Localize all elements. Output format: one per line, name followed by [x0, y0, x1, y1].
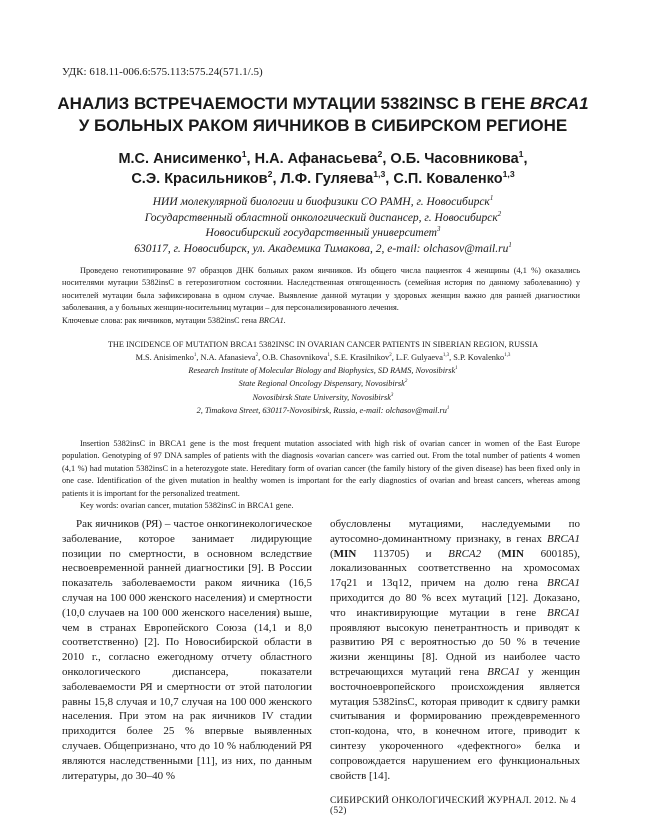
- affiliation-address: 630117, г. Новосибирск, ул. Академика Тимакова, 2, e-mail: olchasov@mail.ru: [134, 242, 509, 255]
- english-authors: M.S. Anisimenko$^1$, N.A. Afanasieva$^2$, O.B. Chasovnikova$^1$, S.E. Krasilnikov$^2$, L.F. Gulyaeva$^{1,3}$, S.P. Kovalenko$^{1,3}$: [135, 353, 511, 362]
- keywords-en: Key words: ovarian cancer, mutation 5382insC in BRCA1 gene.: [80, 501, 294, 511]
- journal-footer: СИБИРСКИЙ ОНКОЛОГИЧЕСКИЙ ЖУРНАЛ. 2012. № 4 (52): [330, 796, 576, 816]
- affiliations: НИИ молекулярной биологии и биофизики СО РАМН, г. Новосибирск$^1$ Государственный областной онкологический диспансер, г. Новосибирск$^2$ Новосибирский государственный университет$^3$ 630117, г. Новосибирск, ул. Академика Тимакова, 2, e-mail: $olchasov@mail.ru^1$: [134, 195, 512, 255]
- author-5: Л.Ф. Гуляева: [280, 171, 374, 187]
- title-line2: У БОЛЬНЫХ РАКОМ ЯИЧНИКОВ В СИБИРСКОМ РЕГИОНЕ: [78, 116, 568, 135]
- body-right-text: обусловлены мутациями, наследуемыми по аутосомно-доминантному признаку, в генах BRCA1 (MIN 113705) и BRCA2 (MIN 600185), локализованных соответственно на хромосомах 17q21 и 13q12, причем на долю гена BRCA1 приходится до 80 % всех мутаций [12]. Доказано, что инактивирующие мутации в гене BRCA1 проявляют высокую пенетрантность и приводят к развитию РЯ с вероятностью до 50 % в течение жизни женщины [8]. Одной из наиболее часто встречающихся мутаций гена BRCA1 у женщин восточноевропейского происхождения является мутация 5382insC, которая приводит к сдвигу рамки считывания и формированию преждевременного стоп-кодона, что, в конечном итоге, приводит к синтезу укороченного «дефектного» белка и сопровождается нарушением его функциональных свойств [14].: [330, 518, 581, 782]
- article-title: [40, 93, 606, 137]
- author-2: Н.А. Афанасьева: [254, 151, 378, 167]
- affiliation-3: Новосибирский государственный университет: [205, 227, 437, 239]
- affiliation-1: НИИ молекулярной биологии и биофизики СО РАМН, г. Новосибирск: [152, 196, 490, 208]
- body-column-left: [62, 517, 312, 783]
- author-6: С.П. Коваленко: [393, 171, 503, 187]
- abstract-ru-text: Проведено генотипирование 97 образцов ДНК больных раком яичников. Из общего числа пациенток 4 женщины (4,1 %) оказались носителями мутации 5382insC в гетерозиготном состоянии. Наследственная отягощенность (семейная история по данному заболеванию) у носителей мутации была зафиксирована в одном случае. Выявление данной мутации у здоровых женщин важно для ранней диагностики заболевания, а у больных женщин-носительниц мутации – для персонализированного лечения.: [62, 266, 580, 313]
- udk-code: УДК: 618.11-006.6:575.113:575.24(571.1/.5): [62, 66, 263, 78]
- author-4: С.Э. Красильников: [131, 171, 268, 187]
- body-left-text: Рак яичников (РЯ) – частое онкогинекологическое заболевание, которое занимает лидирующие позиции по смертности, в основном вследствие несвоевременной ранней диагностики [9]. В России показатель заболеваемости раком яичника (16,5 случая на 100 000 женского населения) и смертности (10,0 случаев на 100 000 женского населения) выше, чем в странах Европейского Союза (14,1 и 8,0 соответственно) [2]. По Новосибирской области в 2010 г., согласно ежегодному отчету областного онкологического диспансера, показатели заболеваемости РЯ и смертности от этой патологии равны 15,8 случая и 10,7 случая на 100 000 женского населения. При этом на рак яичников IV стадии приходится более 25 % впервые выявленных случаев. Общепризнано, что до 10 % наблюдений РЯ являются наследственными [11], из них, по данным литературы, до 30–40 %: [62, 518, 312, 782]
- abstract-en-text: Insertion 5382insC in BRCA1 gene is the most frequent mutation associated with high risk of ovarian cancer in women of the East Europe population. Genotyping of 97 DNA samples of patients with the diagnosis «ovarian cancer» was carried out. From the total number of patients 4 women (4,1 %) had mutation 5382insC in a heterozygote state. Hereditary form of ovarian cancer (the family history of the given disease) has been fixed only in one case. Identification of the given mutation in healthy women is important for the early diagnostics of ovarian and breast cancers, whereas among patients it is important for the personalized treatment.: [62, 439, 580, 498]
- abstract-ru: [62, 265, 580, 327]
- english-affiliations: Research Institute of Molecular Biology and Biophysics, SD RAMS, Novosibirsk$^1$ State Regional Oncology Dispensary, Novosibirsk$^2$ Novosibirsk State University, Novosibirsk$^3$ 2, Timakova Street, 630117-Novosibirsk, Russia, e-mail: $olchasov@mail.ru^1$: [188, 366, 458, 415]
- english-title: THE INCIDENCE OF MUTATION BRCA1 5382INSC IN OVARIAN CANCER PATIENTS IN SIBERIAN REGION, RUSSIA: [107, 340, 539, 349]
- author-list: М.С. Анисименко$^1$, Н.А. Афанасьева$^2$, О.Б. Часовникова$^1$, С.Э. Красильников$^2$, Л.Ф. Гуляева$^{1,3}$, С.П. Коваленко$^{1,3}$: [118, 149, 528, 187]
- title-gene: BRCA1: [530, 94, 589, 113]
- title-line1: АНАЛИЗ ВСТРЕЧАЕМОСТИ МУТАЦИИ 5382INSC В ГЕНЕ: [57, 94, 531, 113]
- affiliation-2: Государственный областной онкологический диспансер, г. Новосибирск: [144, 211, 498, 224]
- abstract-en: [62, 438, 580, 512]
- keywords-ru: Ключевые слова: рак яичников, мутации 5382insC гена BRCA1.: [62, 315, 286, 325]
- body-column-right: [330, 517, 580, 783]
- author-3: О.Б. Часовникова: [390, 151, 519, 167]
- author-1: М.С. Анисименко: [118, 151, 242, 167]
